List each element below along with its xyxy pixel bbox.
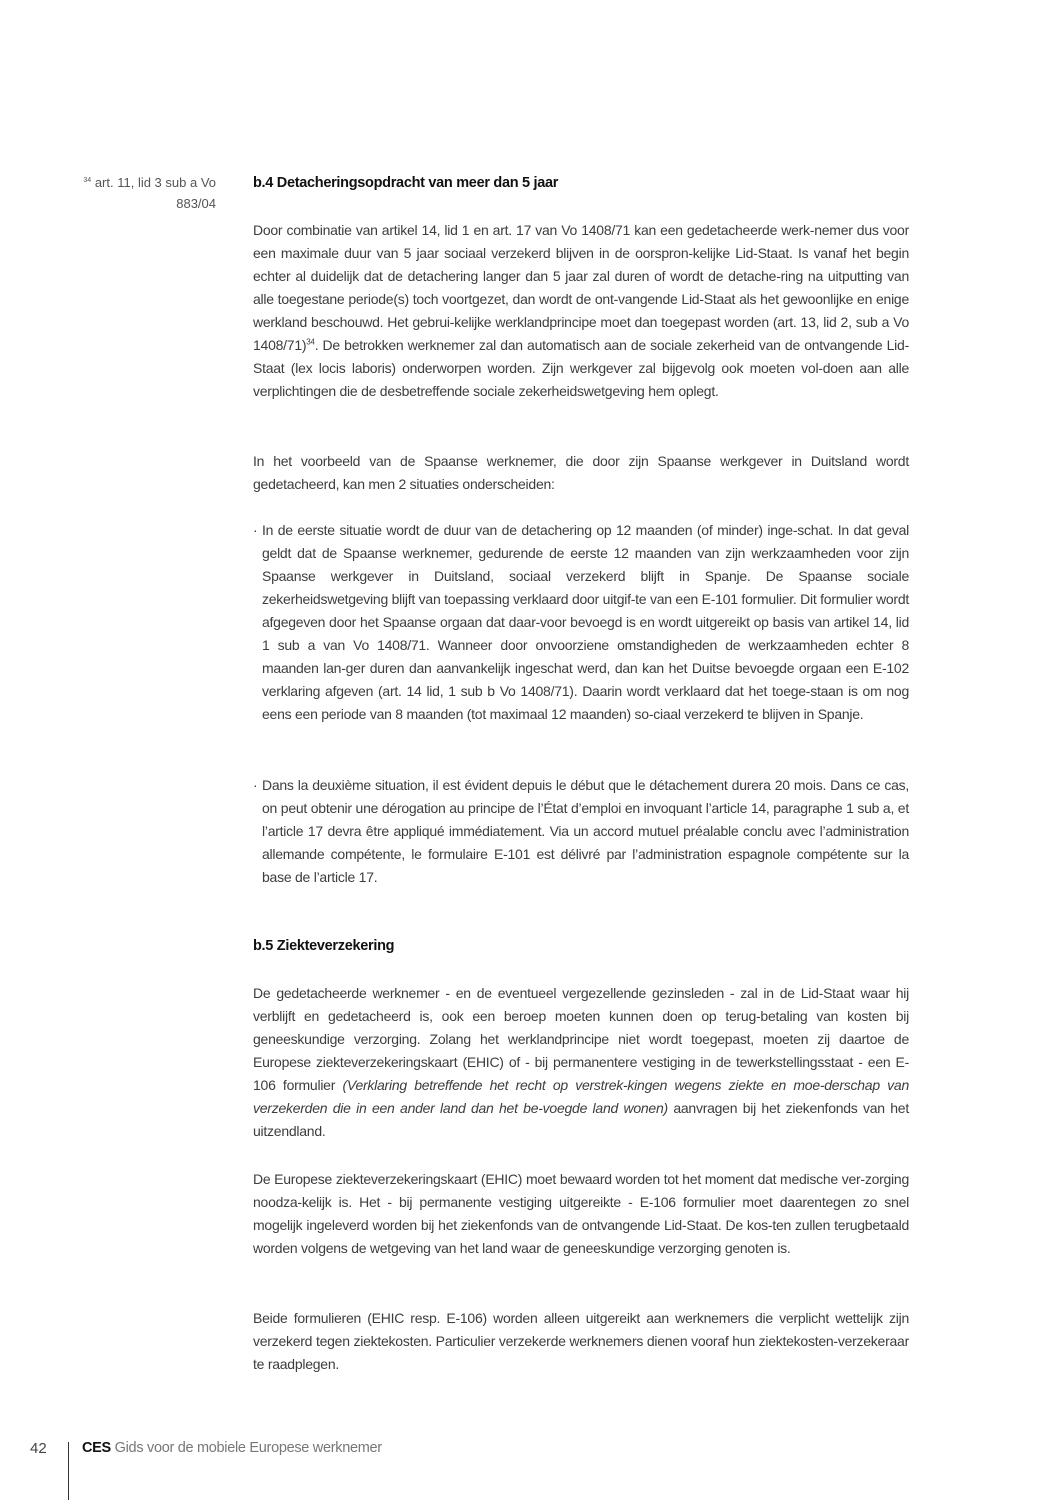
footer-title — [82, 1440, 382, 1456]
bullet-text: In de eerste situatie wordt de duur van de detachering op 12 maanden (of minder) inge-schat. In dat geval geldt dat de Spaanse werknemer, gedurende de eerste 12 maanden van zijn werkzaamheden voor zijn Spaanse werkgever in Duitsland, sociaal verzekerd blijft in Spanje. De Spaanse sociale zekerheidswetgeving blijft van toepassing verklaard door uitgif-te van een E-101 formulier. Dit formulier wordt afgegeven door het Spaanse orgaan dat daar-voor bevoegd is en wordt uitgereikt op basis van artikel 14, lid 1 sub a van Vo 1408/71. Wanneer door onvoorziene omstandigheden de werkzaamheden echter 8 maanden lan-ger duren dan aanvankelijk ingeschat werd, dan kan het Duitse bevoegde orgaan een E-102 verklaring afgeven (art. 14 lid, 1 sub b Vo 1408/71). Daarin wordt verklaard dat het toege-staan is om nog eens een periode van 8 maanden (tot maximaal 12 maanden) so-ciaal verzekerd te blijven in Spanje. — [262, 522, 909, 722]
page-number: 42 — [30, 1440, 47, 1457]
footnote-ref[interactable]: 34 — [306, 337, 315, 347]
bullet-icon: · — [253, 522, 258, 538]
text: aanvragen bij het ziekenfonds van het uitzendland. — [253, 1100, 909, 1139]
paragraph-b5-1 — [253, 982, 909, 1143]
text: De gedetacheerde werknemer - en de eventueel vergezellende gezinsleden - zal in de Lid-Staat waar hij verblijft en gedetacheerd is, ook een beroep moeten kunnen doen op terug-betaling van kosten bij geneeskundige verzorging. Zolang het werklandprincipe niet wordt toegepast, moeten zij daartoe de Europese ziekteverzekeringskaart (EHIC) of - bij permanentere vestiging in de tewerkstellingsstaat - een E-106 formulier — [253, 985, 909, 1093]
paragraph-b5-3: Beide formulieren (EHIC resp. E-106) worden alleen uitgereikt aan werknemers die verplicht wettelijk zijn verzekerd tegen ziektekosten. Particulier verzekerde werknemers dienen vooraf hun ziektekosten-verzekeraar te raadplegen. — [253, 1310, 909, 1372]
publication-title: Gids voor de mobiele Europese werknemer — [114, 1440, 382, 1456]
brand: CES — [82, 1440, 111, 1456]
bullet-item-2 — [253, 774, 909, 889]
footnote-marker: 34 — [83, 177, 92, 184]
section-heading-b5: b.5 Ziekteverzekering — [253, 938, 395, 954]
paragraph-b4-1 — [253, 219, 909, 403]
margin-footnote — [56, 172, 216, 214]
text: Door combinatie van artikel 14, lid 1 en art. 17 van Vo 1408/71 kan een gedetacheerde werk-nemer dus voor een maximale duur van 5 jaar sociaal verzekerd blijven in de oorspron-kelijke Lid-Staat. Is vanaf het begin echter al duidelijk dat de detachering langer dan 5 jaar zal duren of wordt de detache-ring na uitputting van alle toegestane periode(s) toch voortgezet, dan wordt de ont-vangende Lid-Staat als het gewoonlijke en enige werkland beschouwd. Het gebrui-kelijke werklandprincipe moet dan toegepast worden (art. 13, lid 2, sub a Vo 1408/71) — [253, 222, 909, 353]
bullet-icon: · — [253, 777, 258, 793]
italic-text: (Verklaring betreffende het recht op verstrek-kingen wegens ziekte en moe-derschap van verzekerden die in een ander land dan het be-voegde land wonen) — [253, 1077, 910, 1116]
bullet-item-1 — [253, 519, 909, 726]
paragraph-b4-2: In het voorbeeld van de Spaanse werknemer, die door zijn Spaanse werkgever in Duitsland wordt gedetacheerd, kan men 2 situaties onderscheiden: — [253, 453, 909, 492]
footnote-text-2: 883/04 — [176, 196, 216, 211]
section-heading-b4: b.4 Detacheringsopdracht van meer dan 5 jaar — [253, 175, 559, 191]
footer-divider — [68, 1442, 69, 1500]
paragraph-b5-2: De Europese ziekteverzekeringskaart (EHIC) moet bewaard worden tot het moment dat medische ver-zorging noodza-kelijk is. Het - bij permanente vestiging uitgereikte - E-106 formulier moet daarentegen zo snel mogelijk ingeleverd worden bij het ziekenfonds van de ontvangende Lid-Staat. De kos-ten zullen terugbetaald worden volgens de wetgeving van het land waar de geneeskundige verzorging genoten is. — [253, 1171, 909, 1256]
footnote-text-1: art. 11, lid 3 sub a Vo — [94, 175, 216, 190]
bullet-text: Dans la deuxième situation, il est évident depuis le début que le détachement durera 20 mois. Dans ce cas, on peut obtenir une dérogation au principe de l’État d’emploi en invoquant l’article 14, paragraphe 1 sub a, et l’article 17 devra être appliqué immédiatement. Via un accord mutuel préalable conclu avec l’administration allemande compétente, le formulaire E-101 est délivré par l’administration espagnole compétente sur la base de l’article 17. — [262, 777, 909, 885]
text: . De betrokken werknemer zal dan automatisch aan de sociale zekerheid van de ontvangende Lid-Staat (lex locis laboris) onderworpen worden. Zijn werkgever zal bijgevolg ook moeten vol-doen aan alle verplichtingen die de desbetreffende sociale zekerheidswetgeving hem oplegt. — [253, 337, 909, 399]
